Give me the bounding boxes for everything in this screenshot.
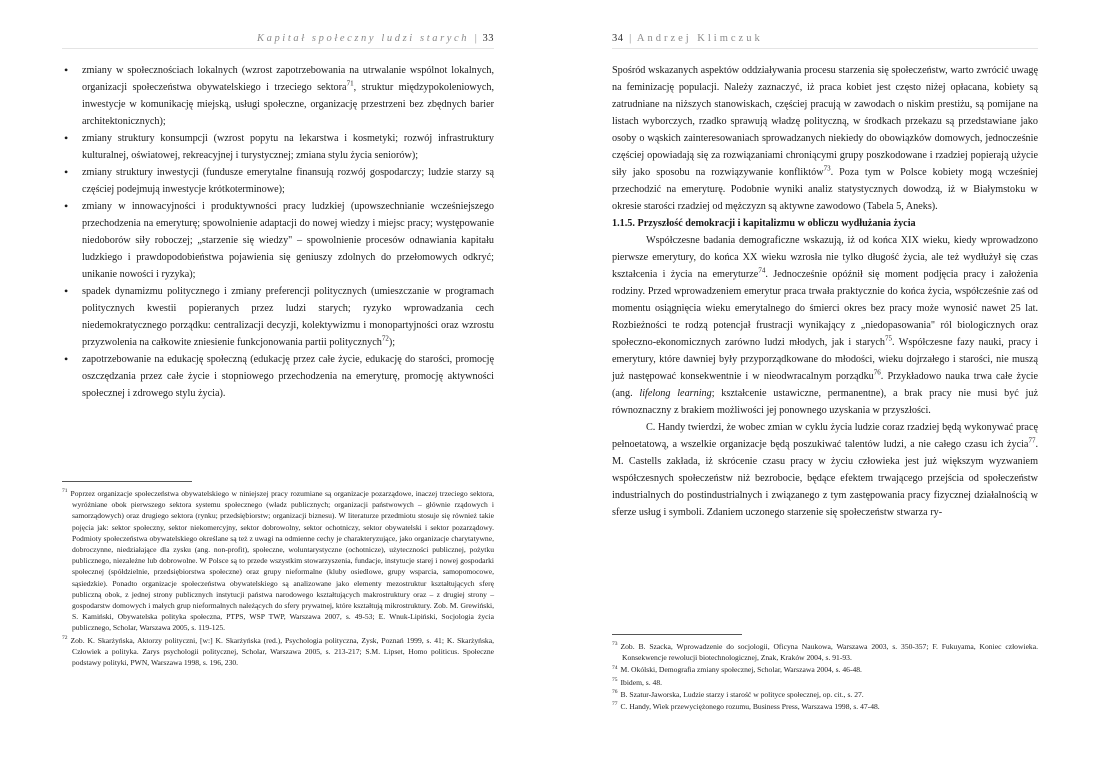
list-item: • zmiany w społecznościach lokalnych (wzrost zapotrzebowania na utrwalanie wspólnot lokalnych, organizacji społeczeństwa obywatelskiego i trzeciego sektora$^{71}$, struktur międzypokoleniowych, inwestycje w komunikację miejską, usługi społeczne, organizację przestrzeni bez zbędnych barier architektonicznych); <box>62 62 494 130</box>
footnote-rule <box>62 481 192 482</box>
footnote: $^{71}$ Poprzez organizacje społeczeństwa obywatelskiego w niniejszej pracy rozumiane są organizacje pozarządowe, inaczej trzeciego sektora, wyróżniane obok pierwszego sektora systemu społecznego (władz publicznych; organizacji państwowych – głównie rządowych i samorządowych) oraz drugiego sektora (rynku; przedsiębiorstw; organizacji biznesu). W literaturze przedmiotu stosuje się również takie pojęcia jak: sektor społeczny, sektor niekomercyjny, sektor dobrowolny, sektor ochotniczy, sektor obywatelski i sektor pozarządowy. Podmioty społeczeństwa obywatelskiego określane są też z uwagi na odmienne cechy je charakteryzujące, jako organizacje charytatywne, dobroczynne, niedziałające dla zysku (ang. non-profit), społeczne, woluntarystyczne (ochotnicze), użyteczności publicznej, pożytku publicznego, niezależne lub dobrowolne. W Polsce są to przede wszystkim stowarzyszenia, fundacje, instytucje starej i nowej gospodarki społecznej (spółdzielnie, przedsiębiorstwa społeczne) oraz grupy nieformalne (kluby osiedlowe, grupy wsparcia, samopomocowe, sąsiedzkie). Ponadto organizacje społeczeństwa obywatelskiego są analizowane jako elementy mezostruktur kształtujących sferę publiczną obok, z jednej strony publicznych instytucji państwa narodowego kształtujących makrostruktury oraz – z drugiej strony – gospodarstw domowych i małych grup nieformalnych należących do sfery prywatnej, które kształtują mikrostruktury. Zob. M. Grewiński, S. Kamiński, Obywatelska polityka społeczna, PTPS, WSP TWP, Warszawa 2007, s. 49-53; E. Wnuk-Lipiński, Socjologia życia publicznego, Scholar, Warszawa 2005, s. 119-125. <box>62 488 494 633</box>
footnote: $^{73}$ Zob. B. Szacka, Wprowadzenie do socjologii, Oficyna Naukowa, Warszawa 2003, s. 350-357; F. Fukuyama, Koniec człowieka. Konsekwencje rewolucji biotechnologicznej, Znak, Kraków 2004, s. 91-93. <box>612 641 1038 663</box>
page-number: 34 <box>612 33 624 44</box>
footnote-ref: 74 <box>758 266 766 275</box>
footnote-ref: 73 <box>823 164 831 173</box>
list-item: • zmiany struktury inwestycji (fundusze emerytalne finansują rozwój gospodarczy; ludzie starzy są częściej podejmują inwestycje krótkoterminowe); <box>62 164 494 198</box>
list-item: • spadek dynamizmu politycznego i zmiany preferencji politycznych (umieszczanie w programach politycznych kwestii popieranych przez ludzi starych; ryzyko wprowadzania cech niedemokratycznego porządku: centralizacji decyzji, kolektywizmu i monopartyjności oraz wzrostu przyzwolenia na całkowite zniesienie funkcjonowania partii politycznych$^{72}$); <box>62 283 494 351</box>
footnote-ref: 77 <box>1028 436 1036 445</box>
footnote-ref: 75 <box>885 334 893 343</box>
paragraph: Współczesne badania demograficzne wskazują, iż od końca XIX wieku, kiedy wprowadzono pierwsze emerytury, do końca XX wieku wzrosła nie tylko długość życia, ale też wydłużył się czas kształcenia i życia na emeryturze$^{74}$. Jednocześnie opóźnił się moment podjęcia pracy i założenia rodziny. Przed wprowadzeniem emerytur praca trwała praktycznie do końca życia, współcześnie zaś od momentu osiągnięcia wieku emerytalnego do śmierci okres bez pracy może wynosić nawet 25 lat. Rozbieżności te rodzą potencjał frustracji wynikający z „niedopasowania" ról biologicznych oraz społeczno-ekonomicznych zarówno ludzi młodych, jak i starych$^{75}$. Współczesne fazy nauki, pracy i emerytury, które dawniej były przyporządkowane do młodości, wieku dojrzałego i starości, nie muszą już następować konsekwentnie i w nieodwracalnym porządku$^{76}$. Przykładowo nauka trwa całe życie (ang. lifelong learning; kształcenie ustawiczne, permanentne), a brak pracy nie musi być już równoznaczny z brakiem możliwości jej ponownego uzyskania w przyszłości. <box>612 235 1038 416</box>
footnote: $^{72}$ Zob. K. Skarżyńska, Aktorzy polityczni, [w:] K. Skarżyńska (red.), Psychologia polityczna, Zysk, Poznań 1999, s. 41; K. Skarżyńska, Człowiek a polityka. Zarys psychologii politycznej, Scholar, Warszawa 2005, s. 213-217; S.M. Lipset, Homo politicus. Społeczne podstawy polityki, PWN, Warszawa 1998, s. 196, 230. <box>62 635 494 668</box>
footnotes-right <box>612 634 1038 713</box>
footnote-ref: 72 <box>381 334 389 343</box>
bullet-list <box>62 62 494 402</box>
footnote-ref: 76 <box>873 368 881 377</box>
paragraph: C. Handy twierdzi, że wobec zmian w cyklu życia ludzie coraz rzadziej będą wykonywać pracę pełnoetatową, a wszelkie organizacje będą poszukiwać talentów ludzi, a nie całego czasu ich życia$^{77}$. M. Castells zakłada, iż skrócenie czasu pracy w życiu człowieka jest już większym wyzwaniem współczesnych społeczeństw niż bezrobocie, będące efektem trwającego przejścia od społeczeństw industrialnych do postindustrialnych i związanego z tym zastępowania pracy fizycznej działalnością w sferze usług i symboli. Zdaniem uczonego starzenie się społeczeństw stwarza ry- <box>612 422 1038 518</box>
running-head-separator: | <box>474 33 477 44</box>
running-head-author: Andrzej Klimczuk <box>636 33 763 44</box>
footnote: $^{76}$ B. Szatur-Jaworska, Ludzie starzy i starość w polityce społecznej, op. cit., s. 27. <box>612 689 864 699</box>
left-page <box>62 0 494 778</box>
list-item: • zapotrzebowanie na edukację społeczną (edukację przez całe życie, edukację do starości, promocję oszczędzania przez całe życie i stopniowego przechodzenia na emeryturę, promocję aktywności społecznej i zdrowego stylu życia). <box>62 351 494 402</box>
term: lifelong learning <box>639 388 712 399</box>
header-rule <box>612 48 1038 49</box>
page-number: 33 <box>482 33 494 44</box>
section-heading: 1.1.5. Przyszłość demokracji i kapitalizmu w obliczu wydłużania życia <box>612 218 916 229</box>
list-item: • zmiany w innowacyjności i produktywności pracy ludzkiej (upowszechnianie wcześniejszego przechodzenia na emeryturę; spowolnienie adaptacji do nowej wiedzy i miejsc pracy; występowanie niedoborów siły roboczej; „starzenie się wiedzy" – spowolnienie procesów odnawiania kapitału ludzkiego i prawdopodobieństwa pojawienia się geniuszy zdolnych do przełomowych odkryć; unikanie nowości i ryzyka); <box>62 198 494 283</box>
left-body <box>62 62 494 402</box>
right-page <box>612 0 1038 778</box>
running-head-separator: | <box>629 33 632 44</box>
footnote: $^{75}$ Ibidem, s. 48. <box>612 677 663 687</box>
footnote: $^{77}$ C. Handy, Wiek przewyciężonego rozumu, Business Press, Warszawa 1998, s. 47-48. <box>612 701 880 712</box>
list-item: • zmiany struktury konsumpcji (wzrost popytu na lekarstwa i kosmetyki; rozwój infrastruktury kulturalnej, oświatowej, rekreacyjnej i turystycznej; zmiana stylu życia seniorów); <box>62 130 494 164</box>
footnote-ref: 71 <box>346 79 354 88</box>
right-body <box>612 62 1038 521</box>
running-head-left <box>257 33 494 49</box>
header-rule <box>62 48 494 49</box>
paragraph: Spośród wskazanych aspektów oddziaływania procesu starzenia się społeczeństw, warto zwrócić uwagę na feminizację populacji. Należy zaznaczyć, iż praca kobiet jest często niżej opłacana, kobiety są zatrudniane na niższych stanowiskach, częściej pracują w zawodach o niskim prestiżu, są pomijane na listach wyborczych, rzadko sprawują władzę polityczną, w środkach przekazu są przedstawiane jako osoby o wąskich zainteresowaniach sprowadzanych niekiedy do obowiązków domowych, jednocześnie częściej opowiadają się za rozwiązaniami chroniącymi grupy poszkodowane i rzadziej popierają użycie siły jako sposobu na rozwiązywanie konfliktów$^{73}$. Poza tym w Polsce kobiety mogą wcześniej przechodzić na emeryturę. Podobnie wyniki analiz statystycznych dowodzą, iż w Białymstoku w okresie starości rzadziej od mężczyzn są aktywne zawodowo (Tabela 5, Aneks). <box>612 65 1038 212</box>
footnotes-left <box>62 481 494 669</box>
footnote-rule <box>612 634 742 635</box>
footnote: $^{74}$ M. Okólski, Demografia zmiany społecznej, Scholar, Warszawa 2004, s. 46-48. <box>612 664 862 675</box>
running-head-title: Kapitał społeczny ludzi starych <box>257 33 470 44</box>
running-head-right <box>612 33 763 49</box>
